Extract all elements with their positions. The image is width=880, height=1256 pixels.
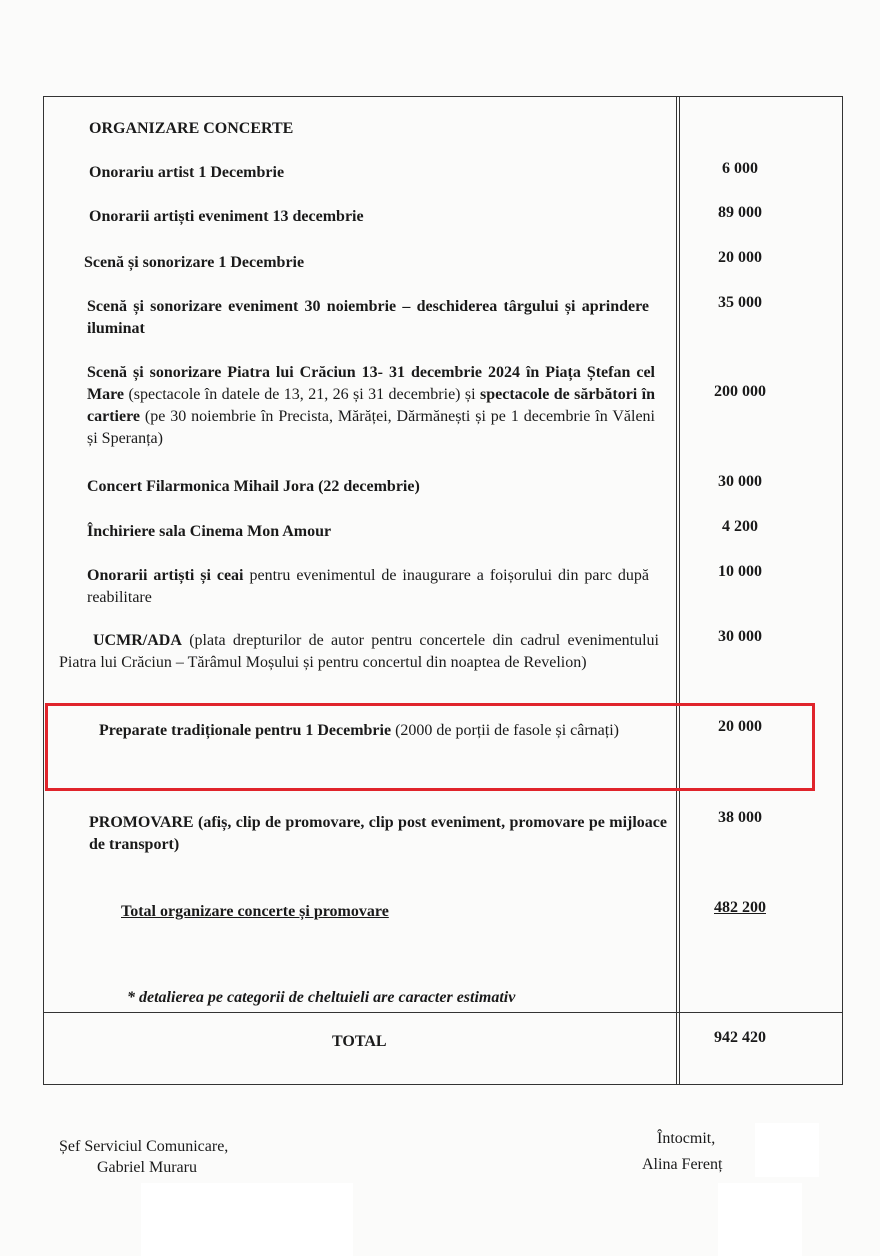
row-label-rest: (afiș, clip de promovare, clip post eveniment, promovare pe mijloace de transport)	[89, 814, 668, 853]
row-label: Onorarii artiști eveniment 13 decembrie	[89, 208, 364, 225]
row-amount: 20 000	[718, 718, 762, 735]
row-label-multi	[87, 362, 655, 450]
row-label-bold: Preparate tradiționale pentru 1 Decembrie	[99, 722, 392, 739]
row-amount: 30 000	[718, 473, 762, 490]
row-label-multi	[89, 812, 667, 856]
row-label: Scenă și sonorizare eveniment 30 noiembrie – deschiderea târgului și aprindere iluminat	[87, 298, 649, 337]
redacted-signature-left	[141, 1183, 353, 1256]
right-signatory-name: Alina Ferenț	[642, 1156, 723, 1173]
subtotal-label: Total organizare concerte și promovare	[121, 903, 389, 920]
row-label-bold: Scenă și sonorizare Piatra lui Crăciun 13- 31 decembrie 2024 în Piața Ștefan cel Mare	[87, 364, 655, 403]
row-amount: 10 000	[718, 563, 762, 580]
redacted-signature-right	[718, 1183, 802, 1256]
left-signatory-role: Șef Serviciul Comunicare,	[59, 1138, 229, 1155]
row-label-rest: (plata drepturilor de autor pentru concertele din cadrul evenimentului Piatra lui Crăciun – Tărâmul Moșului și pentru concertul din noaptea de Revelion)	[59, 632, 660, 671]
row-amount: 200 000	[714, 383, 766, 400]
row-amount: 89 000	[718, 204, 762, 221]
row-amount: 38 000	[718, 809, 762, 826]
section-title: ORGANIZARE CONCERTE	[89, 120, 294, 137]
row-label-multi	[87, 565, 649, 609]
row-label-rest: pentru evenimentul de inaugurare a foișorului din parc după reabilitare	[87, 567, 650, 606]
row-label-bold: PROMOVARE	[89, 814, 194, 831]
row-amount: 35 000	[718, 294, 762, 311]
row-label-bold: UCMR/ADA	[93, 632, 182, 649]
table-column-divider	[676, 96, 680, 1085]
row-amount: 20 000	[718, 249, 762, 266]
row-label-bold-2: spectacole de sărbători în cartiere	[87, 386, 656, 425]
total-row-divider	[43, 1012, 843, 1013]
row-label-rest-2: (pe 30 noiembrie în Precista, Mărăței, Dărmănești și pe 1 decembrie în Văleni și Speranța)	[87, 408, 656, 447]
right-signatory-role: Întocmit,	[657, 1130, 716, 1147]
row-label-bold: Onorarii artiști și ceai	[87, 567, 244, 584]
row-label-rest: (spectacole în datele de 13, 21, 26 și 31 decembrie) și	[128, 386, 476, 403]
total-amount: 942 420	[714, 1029, 766, 1046]
row-label-rest: (2000 de porții de fasole și cârnați)	[395, 722, 619, 739]
row-amount: 30 000	[718, 628, 762, 645]
row-label: Închiriere sala Cinema Mon Amour	[87, 523, 332, 540]
left-signatory-name: Gabriel Muraru	[97, 1159, 197, 1176]
redacted-stamp-right	[755, 1123, 819, 1177]
row-label: Scenă și sonorizare 1 Decembrie	[84, 254, 305, 271]
row-label: Onorariu artist 1 Decembrie	[89, 164, 285, 181]
estimate-note: * detalierea pe categorii de cheltuieli are caracter estimativ	[127, 989, 516, 1006]
row-amount: 4 200	[722, 518, 758, 535]
row-amount: 6 000	[722, 160, 758, 177]
highlight-box	[45, 703, 815, 791]
subtotal-amount: 482 200	[714, 899, 766, 916]
total-label: TOTAL	[332, 1033, 387, 1050]
row-label-multi	[59, 630, 659, 674]
row-label: Concert Filarmonica Mihail Jora (22 decembrie)	[87, 478, 420, 495]
